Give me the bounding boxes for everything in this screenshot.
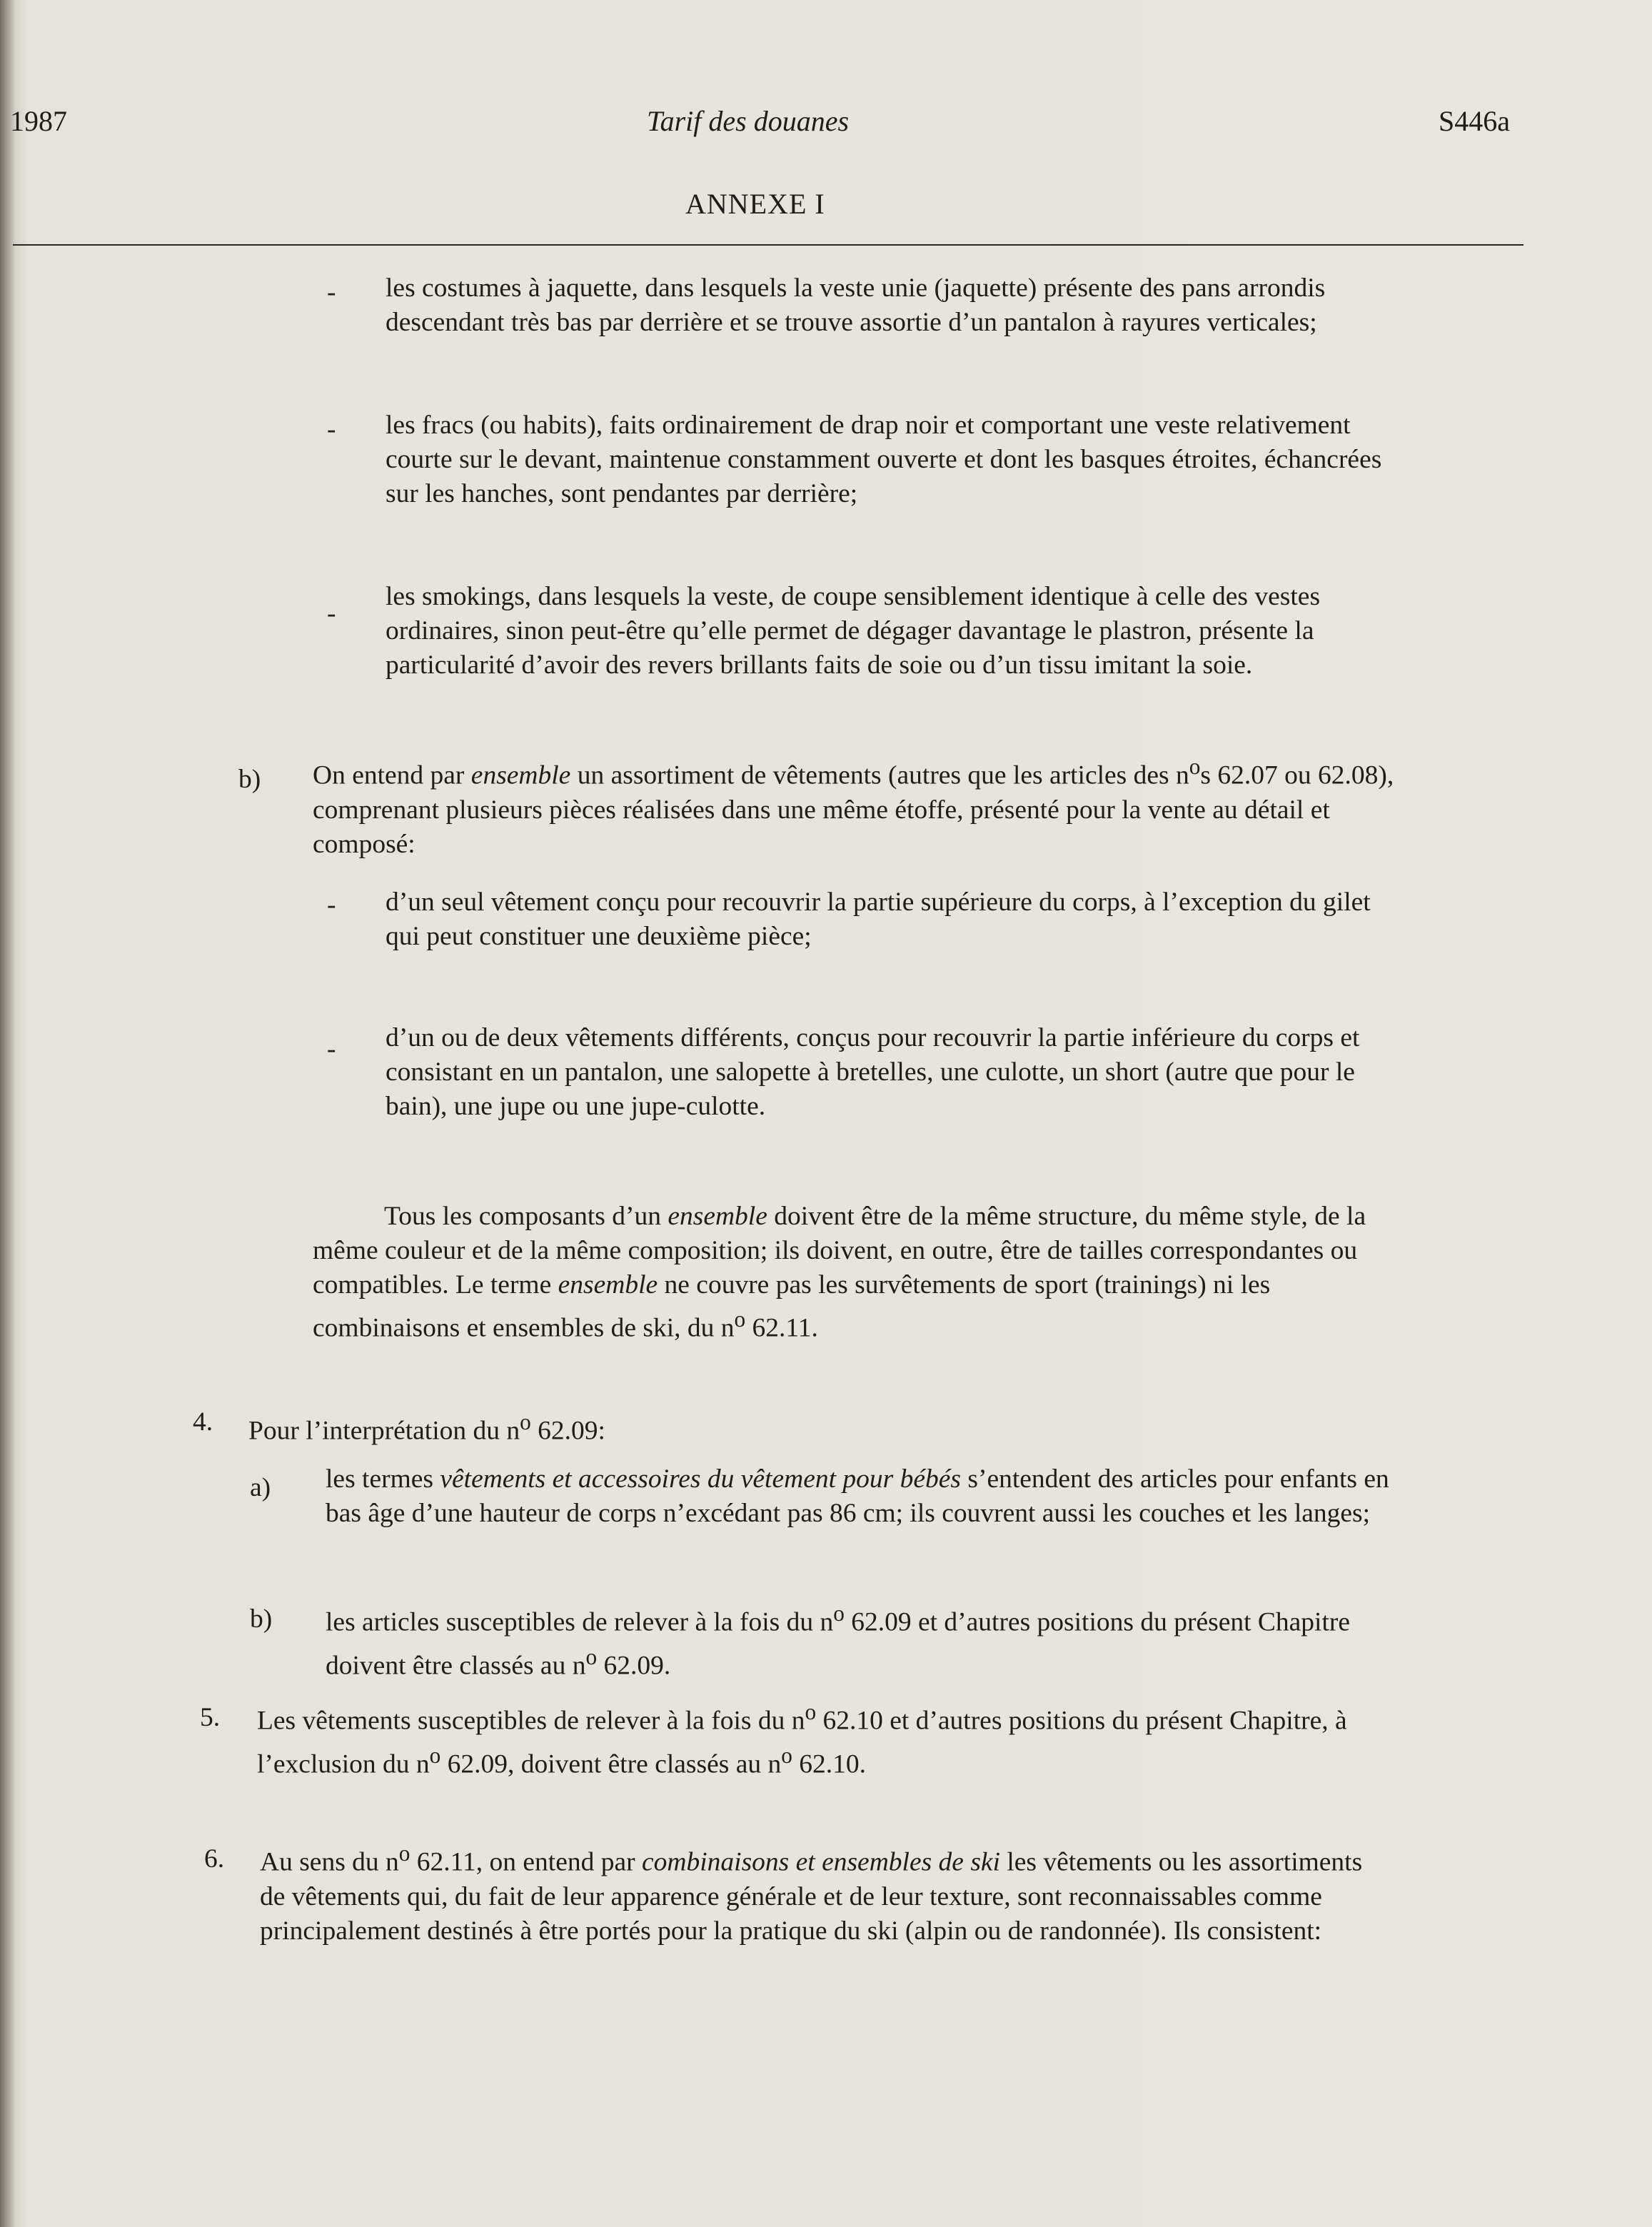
paragraph-text: les fracs (ou habits), faits ordinairement de drap noir et comportant une veste relativement courte sur le devant, maintenue constamment ouverte et dont les basques étroites, échancrées sur les hanches, sont pendantes par derrière; — [386, 411, 1382, 508]
annex-title: ANNEXE I — [685, 188, 825, 220]
paragraph-fracs — [386, 408, 1399, 511]
term-ensemble: ensemble — [470, 760, 571, 790]
header-year: 1987 — [10, 105, 67, 137]
dash-marker: - — [327, 890, 336, 920]
paragraph-vetements-inferieurs — [386, 1021, 1414, 1124]
term-combinaisons-ski: combinaisons et ensembles de ski — [642, 1847, 1000, 1877]
term-vetements-bebes: vêtements et accessoires du vêtement pour bébés — [440, 1464, 961, 1494]
term-ensemble: ensemble — [668, 1202, 767, 1231]
paragraph-combinaisons-ski: Au sens du $n^o$ 62.11, on entend par combinaisons et ensembles de ski les vêtements ou les assortiments de vêtements qui, du fait de leur apparence générale et de leur texture, sont reconnaissables comme principalement destinés à être portés pour la pratique du ski (alpin ou de randonnée). Ils consistent: — [260, 1841, 1363, 1946]
paragraph-text: les smokings, dans lesquels la veste, de coupe sensiblement identique à celle des vestes ordinaires, sinon peut-être qu’elle permet de dégager davantage le plastron, présente la particularité d’avoir des revers brillants faits de soie ou d’un tissu imitant la soie. — [386, 582, 1321, 680]
paragraph-vetement-superieur — [386, 885, 1392, 954]
header-title: Tarif des douanes — [647, 105, 850, 137]
paragraph-classement-6209: les articles susceptibles de relever à la fois du $n^o$ 62.09 et d’autres positions du présent Chapitre doivent être classés au $n^o$ 62.09. — [326, 1601, 1351, 1680]
paragraph-interpretation-6209: Pour l’interprétation du $n^o$ 62.09: — [248, 1409, 605, 1446]
paragraph-text: d’un ou de deux vêtements différents, conçus pour recouvrir la partie inférieure du corps et consistant en un pantalon, une salopette à bretelles, une culotte, un short (autre que pour le bain), une jupe ou une jupe-culotte. — [386, 1023, 1360, 1121]
item-marker: a) — [250, 1473, 271, 1502]
header-code: S446a — [1439, 105, 1510, 137]
paragraph-classement-6210: Les vêtements susceptibles de relever à la fois du $n^o$ 62.10 et d’autres positions du présent Chapitre, à l’exclusion du $n^o$ 62.09, doivent être classés au $n^o$ 62.10. — [257, 1699, 1347, 1779]
item-marker: b) — [250, 1604, 273, 1634]
header-rule — [13, 244, 1523, 246]
dash-marker: - — [327, 1035, 336, 1064]
paragraph-vetements-bebes: les termes vêtements et accessoires du vêtement pour bébés s’entendent des articles pour enfants en bas âge d’une hauteur de corps n’excédant pas 86 cm; ils couvrent aussi les couches et les langes; — [326, 1464, 1389, 1528]
paragraph-smokings — [386, 580, 1406, 683]
paragraph-text: d’un seul vêtement conçu pour recouvrir la partie supérieure du corps, à l’exception du gilet qui peut constituer une deuxième pièce; — [386, 888, 1371, 951]
term-ensemble: ensemble — [558, 1270, 658, 1299]
dash-marker: - — [327, 599, 336, 628]
paragraph-composants-ensemble: Tous les composants d’un ensemble doivent être de la même structure, du même style, de la même couleur et de la même composition; ils doivent, en outre, être de tailles correspondantes ou compatibles. Le terme ensemble ne couvre pas les survêtements de sport (trainings) ni les combinaisons et ensembles de ski, du $n^o$ 62.11. — [313, 1202, 1366, 1343]
item-number: 5. — [200, 1703, 221, 1732]
dash-marker: - — [327, 278, 336, 307]
item-number: 4. — [193, 1407, 213, 1437]
paragraph-ensemble-definition: On entend par ensemble un assortiment de vêtements (autres que les articles des $n^os$ 62.07 ou 62.08), comprenant plusieurs pièces réalisées dans une même étoffe, présenté pour la vente au détail et composé: — [313, 754, 1394, 859]
paragraph-text: les costumes à jaquette, dans lesquels la veste unie (jaquette) présente des pans arrondis descendant très bas par derrière et se trouve assortie d’un pantalon à rayures verticales; — [386, 273, 1326, 337]
item-marker: b) — [238, 765, 261, 794]
paragraph-costumes-jaquette — [386, 271, 1406, 340]
dash-marker: - — [327, 415, 336, 444]
item-number: 6. — [204, 1844, 225, 1874]
